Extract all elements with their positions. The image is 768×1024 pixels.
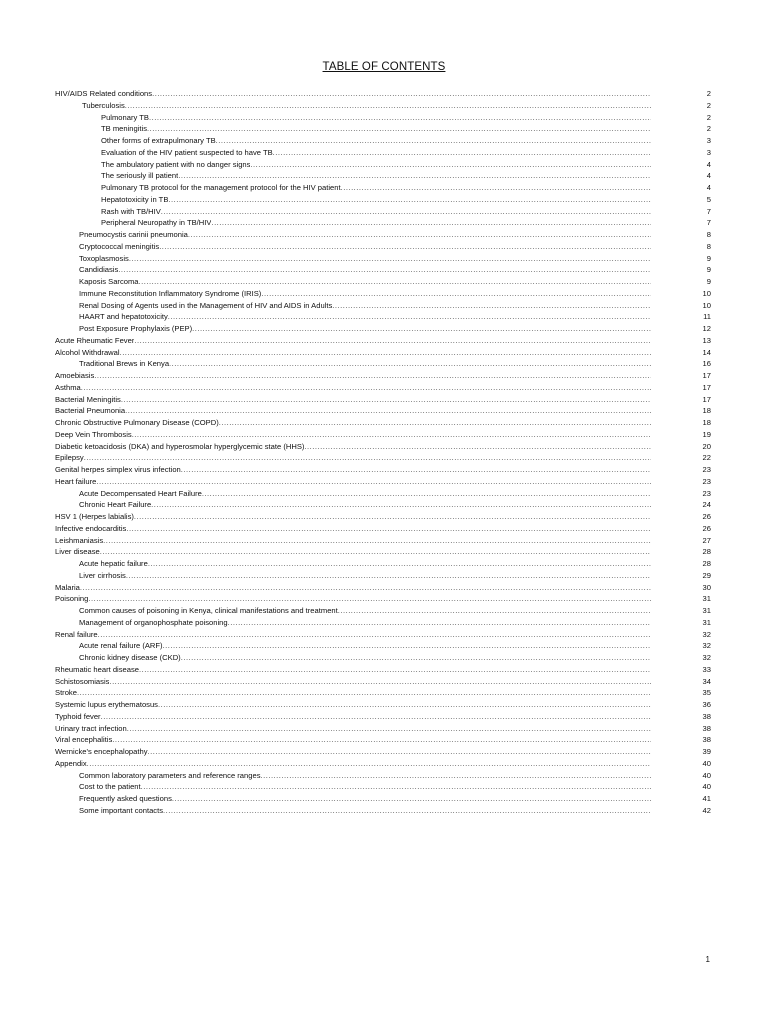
toc-entry-label: Hepatotoxicity in TB bbox=[101, 194, 169, 204]
toc-leader-dots bbox=[181, 652, 651, 664]
toc-entry[interactable] bbox=[55, 746, 711, 758]
toc-leader-dots bbox=[250, 159, 651, 171]
toc-entry[interactable] bbox=[55, 793, 711, 805]
toc-leader-dots bbox=[126, 523, 651, 535]
toc-leader-dots bbox=[163, 805, 651, 817]
toc-entry-page: 3 bbox=[706, 147, 711, 157]
toc-leader-dots bbox=[228, 617, 651, 629]
toc-entry-page: 40 bbox=[702, 782, 711, 792]
toc-entry[interactable] bbox=[55, 476, 711, 488]
toc-entry-label: Alcohol Withdrawal bbox=[55, 347, 120, 357]
toc-leader-dots bbox=[172, 793, 651, 805]
toc-leader-dots bbox=[304, 441, 651, 453]
toc-leader-dots bbox=[273, 147, 651, 159]
toc-entry[interactable] bbox=[55, 147, 711, 159]
toc-entry[interactable] bbox=[55, 311, 711, 323]
toc-entry-label: Common laboratory parameters and reference ranges bbox=[79, 770, 261, 780]
toc-leader-dots bbox=[80, 582, 651, 594]
toc-entry-page: 23 bbox=[702, 465, 711, 474]
toc-entry-page: 2 bbox=[706, 100, 711, 110]
toc-entry-page: 16 bbox=[702, 359, 711, 369]
toc-entry[interactable] bbox=[55, 253, 711, 265]
toc-entry-label: Liver cirrhosis bbox=[79, 570, 126, 580]
toc-entry[interactable] bbox=[55, 570, 711, 582]
toc-entry[interactable] bbox=[55, 276, 711, 288]
toc-entry-page: 4 bbox=[706, 159, 711, 169]
toc-entry-page: 40 bbox=[702, 770, 711, 780]
toc-entry-label: Rash with TB/HIV bbox=[101, 206, 161, 216]
toc-entry[interactable] bbox=[55, 429, 711, 441]
toc-entry-page: 23 bbox=[702, 488, 711, 498]
toc-leader-dots bbox=[134, 335, 651, 347]
toc-entry-page: 5 bbox=[706, 194, 711, 204]
toc-entry[interactable] bbox=[55, 781, 711, 793]
toc-leader-dots bbox=[216, 135, 651, 147]
toc-entry-page: 9 bbox=[706, 253, 711, 263]
toc-leader-dots bbox=[338, 605, 651, 617]
toc-entry[interactable] bbox=[55, 711, 711, 723]
toc-entry[interactable] bbox=[55, 758, 711, 770]
toc-entry-page: 24 bbox=[702, 500, 711, 510]
toc-entry-page: 2 bbox=[706, 89, 711, 98]
toc-entry[interactable] bbox=[55, 170, 711, 182]
toc-entry-page: 20 bbox=[702, 441, 711, 451]
toc-leader-dots bbox=[94, 370, 651, 382]
toc-entry[interactable] bbox=[55, 676, 711, 688]
toc-entry-label: Traditional Brews in Kenya bbox=[79, 359, 170, 369]
toc-entry-label: Acute Rheumatic Fever bbox=[55, 335, 135, 345]
toc-leader-dots bbox=[125, 405, 651, 417]
toc-entry-label: Malaria bbox=[55, 582, 80, 592]
toc-entry-label: Viral encephalitis bbox=[55, 735, 113, 745]
toc-entry-page: 26 bbox=[702, 512, 711, 521]
toc-entry-page: 41 bbox=[702, 794, 711, 803]
toc-entry-page: 10 bbox=[702, 288, 711, 298]
toc-entry-label: HSV 1 (Herpes labialis) bbox=[55, 512, 134, 521]
toc-leader-dots bbox=[112, 734, 651, 746]
toc-entry[interactable] bbox=[55, 382, 711, 394]
toc-entry-label: Rheumatic heart disease bbox=[55, 664, 139, 674]
toc-entry[interactable] bbox=[55, 206, 711, 218]
toc-entry[interactable] bbox=[55, 770, 711, 782]
toc-entry[interactable] bbox=[55, 535, 711, 547]
toc-entry[interactable] bbox=[55, 100, 711, 112]
toc-leader-dots bbox=[168, 311, 651, 323]
toc-entry[interactable] bbox=[55, 417, 711, 429]
toc-entry-page: 13 bbox=[702, 335, 711, 345]
toc-entry-page: 9 bbox=[706, 265, 711, 275]
toc-entry[interactable] bbox=[55, 229, 711, 241]
toc-entry-label: Chronic Heart Failure bbox=[79, 500, 152, 510]
toc-leader-dots bbox=[121, 394, 651, 406]
toc-entry[interactable] bbox=[55, 452, 711, 464]
toc-leader-dots bbox=[109, 676, 651, 688]
toc-entry-page: 32 bbox=[702, 653, 711, 662]
toc-entry[interactable] bbox=[55, 335, 711, 347]
toc-entry[interactable] bbox=[55, 499, 711, 511]
toc-entry-label: Urinary tract infection bbox=[55, 723, 127, 733]
toc-leader-dots bbox=[77, 687, 651, 699]
toc-leader-dots bbox=[152, 88, 651, 100]
toc-leader-dots bbox=[151, 499, 651, 511]
toc-leader-dots bbox=[261, 770, 652, 782]
toc-entry-label: The seriously ill patient bbox=[101, 171, 179, 181]
toc-entry-page: 10 bbox=[702, 300, 711, 310]
toc-entry[interactable] bbox=[55, 217, 711, 229]
toc-entry[interactable] bbox=[55, 640, 711, 652]
toc-entry-label: Acute hepatic failure bbox=[79, 559, 148, 568]
toc-entry[interactable] bbox=[55, 734, 711, 746]
toc-entry-page: 35 bbox=[702, 688, 711, 698]
toc-leader-dots bbox=[81, 382, 651, 394]
toc-entry-label: HIV/AIDS Related conditions bbox=[55, 89, 153, 98]
toc-entry[interactable] bbox=[55, 241, 711, 253]
toc-entry-label: Toxoplasmosis bbox=[79, 253, 129, 263]
toc-entry-page: 17 bbox=[702, 371, 711, 380]
toc-entry[interactable] bbox=[55, 112, 711, 124]
toc-leader-dots bbox=[98, 629, 651, 641]
toc-entry[interactable] bbox=[55, 358, 711, 370]
toc-entry[interactable] bbox=[55, 159, 711, 171]
toc-entry[interactable] bbox=[55, 123, 711, 135]
toc-entry-label: Stroke bbox=[55, 688, 77, 698]
toc-entry-label: Wernicke's encephalopathy bbox=[55, 747, 148, 756]
toc-leader-dots bbox=[219, 417, 651, 429]
toc-entry-label: Kaposis Sarcoma bbox=[79, 277, 139, 286]
toc-leader-dots bbox=[148, 558, 651, 570]
toc-entry[interactable] bbox=[55, 687, 711, 699]
toc-entry-page: 42 bbox=[702, 805, 711, 815]
toc-entry-page: 8 bbox=[706, 241, 711, 251]
toc-leader-dots bbox=[168, 194, 651, 206]
toc-entry-label: Evaluation of the HIV patient suspected to have TB bbox=[101, 147, 273, 157]
toc-entry[interactable] bbox=[55, 652, 711, 664]
toc-entry-page: 18 bbox=[702, 406, 711, 416]
toc-entry-page: 14 bbox=[702, 347, 711, 357]
toc-entry-page: 36 bbox=[702, 700, 711, 709]
toc-entry-page: 8 bbox=[706, 230, 711, 239]
toc-entry[interactable] bbox=[55, 464, 711, 476]
toc-entry-label: Diabetic ketoacidosis (DKA) and hyperosmolar hyperglycemic state (HHS) bbox=[55, 441, 305, 451]
toc-leader-dots bbox=[169, 358, 651, 370]
toc-entry-label: Amoebiasis bbox=[55, 371, 95, 380]
toc-entry-page: 3 bbox=[706, 136, 711, 145]
toc-leader-dots bbox=[103, 535, 651, 547]
toc-leader-dots bbox=[87, 758, 651, 770]
toc-entry-page: 28 bbox=[702, 547, 711, 557]
toc-entry-label: Some important contacts bbox=[79, 805, 163, 815]
toc-entry-page: 4 bbox=[706, 183, 711, 192]
toc-entry-label: HAART and hepatotoxicity bbox=[79, 312, 168, 322]
toc-entry-page: 31 bbox=[702, 617, 711, 627]
toc-leader-dots bbox=[132, 429, 651, 441]
toc-entry-page: 17 bbox=[702, 382, 711, 392]
toc-entry-label: Poisoning bbox=[55, 594, 89, 604]
toc-entry-page: 18 bbox=[702, 418, 711, 427]
toc-entry-page: 28 bbox=[702, 559, 711, 568]
toc-leader-dots bbox=[147, 123, 651, 135]
toc-entry-page: 19 bbox=[702, 429, 711, 439]
toc-leader-dots bbox=[149, 112, 651, 124]
toc-leader-dots bbox=[159, 241, 651, 253]
toc-entry-label: Acute Decompensated Heart Failure bbox=[79, 488, 202, 498]
toc-entry-label: Peripheral Neuropathy in TB/HIV bbox=[101, 218, 212, 228]
toc-entry-label: Epilepsy bbox=[55, 453, 84, 463]
toc-entry-page: 32 bbox=[702, 629, 711, 639]
toc-entry-label: TB meningitis bbox=[101, 124, 148, 134]
toc-leader-dots bbox=[161, 206, 651, 218]
toc-entry-label: Deep Vein Thrombosis bbox=[55, 429, 132, 439]
toc-leader-dots bbox=[211, 217, 651, 229]
toc-entry-page: 34 bbox=[702, 676, 711, 686]
toc-entry-page: 38 bbox=[702, 735, 711, 745]
toc-entry-page: 7 bbox=[706, 206, 711, 216]
toc-entry-label: Typhoid fever bbox=[55, 711, 101, 721]
toc-entry-label: Chronic Obstructive Pulmonary Disease (COPD) bbox=[55, 418, 219, 427]
toc-list bbox=[55, 88, 711, 817]
toc-entry-label: Cost to the patient bbox=[79, 782, 141, 792]
toc-entry[interactable] bbox=[55, 699, 711, 711]
toc-entry-label: Liver disease bbox=[55, 547, 100, 557]
toc-leader-dots bbox=[332, 300, 651, 312]
page-number: 1 bbox=[705, 955, 710, 964]
toc-leader-dots bbox=[101, 711, 651, 723]
toc-entry-label: Frequently asked questions bbox=[79, 794, 172, 803]
toc-entry[interactable] bbox=[55, 135, 711, 147]
toc-leader-dots bbox=[125, 100, 651, 112]
toc-entry-label: Cryptococcal meningitis bbox=[79, 241, 160, 251]
toc-entry[interactable] bbox=[55, 593, 711, 605]
toc-entry-label: Other forms of extrapulmonary TB bbox=[101, 136, 216, 145]
toc-entry-page: 7 bbox=[706, 218, 711, 228]
toc-leader-dots bbox=[181, 464, 651, 476]
toc-entry-page: 31 bbox=[702, 606, 711, 615]
toc-leader-dots bbox=[118, 264, 651, 276]
toc-entry-label: Renal Dosing of Agents used in the Management of HIV and AIDS in Adults bbox=[79, 300, 333, 310]
toc-entry-label: Common causes of poisoning in Kenya, clinical manifestations and treatment bbox=[79, 606, 338, 615]
toc-entry-page: 2 bbox=[706, 112, 711, 122]
toc-entry-page: 33 bbox=[702, 664, 711, 674]
toc-leader-dots bbox=[188, 229, 651, 241]
toc-entry[interactable] bbox=[55, 723, 711, 735]
toc-entry-label: Management of organophosphate poisoning bbox=[79, 617, 228, 627]
toc-entry-label: Acute renal failure (ARF) bbox=[79, 641, 163, 651]
toc-entry-label: Tuberculosis bbox=[82, 100, 125, 110]
toc-entry[interactable] bbox=[55, 664, 711, 676]
toc-leader-dots bbox=[341, 182, 651, 194]
toc-entry-page: 9 bbox=[706, 277, 711, 286]
toc-leader-dots bbox=[178, 170, 651, 182]
toc-leader-dots bbox=[96, 476, 651, 488]
toc-entry-page: 32 bbox=[702, 641, 711, 651]
toc-entry-page: 29 bbox=[702, 570, 711, 580]
toc-entry-page: 30 bbox=[702, 582, 711, 592]
toc-leader-dots bbox=[261, 288, 651, 300]
toc-entry[interactable] bbox=[55, 558, 711, 570]
toc-entry-page: 40 bbox=[702, 758, 711, 768]
toc-entry[interactable] bbox=[55, 582, 711, 594]
toc-entry-label: Leishmaniasis bbox=[55, 535, 104, 545]
toc-entry-label: The ambulatory patient with no danger signs bbox=[101, 159, 251, 169]
toc-leader-dots bbox=[134, 511, 651, 523]
toc-entry-label: Pulmonary TB protocol for the management protocol for the HIV patient bbox=[101, 183, 341, 192]
toc-entry-page: 31 bbox=[702, 594, 711, 604]
toc-leader-dots bbox=[163, 640, 651, 652]
toc-entry-label: Asthma bbox=[55, 382, 81, 392]
toc-entry-label: Candidiasis bbox=[79, 265, 119, 275]
toc-entry-page: 23 bbox=[702, 476, 711, 486]
toc-leader-dots bbox=[158, 699, 651, 711]
toc-entry[interactable] bbox=[55, 511, 711, 523]
toc-entry[interactable] bbox=[55, 323, 711, 335]
toc-leader-dots bbox=[129, 253, 651, 265]
toc-entry[interactable] bbox=[55, 546, 711, 558]
toc-entry-label: Chronic kidney disease (CKD) bbox=[79, 653, 181, 662]
toc-entry[interactable] bbox=[55, 523, 711, 535]
toc-entry-label: Renal failure bbox=[55, 629, 98, 639]
toc-leader-dots bbox=[202, 488, 651, 500]
toc-entry[interactable] bbox=[55, 264, 711, 276]
toc-entry-page: 38 bbox=[702, 711, 711, 721]
toc-entry-page: 38 bbox=[702, 723, 711, 733]
toc-entry-label: Genital herpes simplex virus infection bbox=[55, 465, 181, 474]
toc-entry-label: Pulmonary TB bbox=[101, 112, 149, 122]
toc-entry-label: Bacterial Pneumonia bbox=[55, 406, 126, 416]
toc-leader-dots bbox=[139, 664, 651, 676]
toc-entry-label: Post Exposure Prophylaxis (PEP) bbox=[79, 324, 193, 333]
toc-entry[interactable] bbox=[55, 88, 711, 100]
toc-entry-page: 12 bbox=[702, 324, 711, 333]
toc-leader-dots bbox=[139, 276, 651, 288]
toc-leader-dots bbox=[192, 323, 651, 335]
toc-entry[interactable] bbox=[55, 182, 711, 194]
toc-entry[interactable] bbox=[55, 605, 711, 617]
toc-title: TABLE OF CONTENTS bbox=[322, 61, 446, 73]
toc-leader-dots bbox=[88, 593, 651, 605]
toc-entry[interactable] bbox=[55, 405, 711, 417]
toc-entry[interactable] bbox=[55, 370, 711, 382]
toc-entry[interactable] bbox=[55, 288, 711, 300]
toc-entry-label: Appendix bbox=[55, 758, 87, 768]
toc-entry[interactable] bbox=[55, 300, 711, 312]
toc-leader-dots bbox=[148, 746, 652, 758]
toc-entry[interactable] bbox=[55, 488, 711, 500]
toc-leader-dots bbox=[120, 347, 651, 359]
toc-entry[interactable] bbox=[55, 629, 711, 641]
toc-entry-label: Bacterial Meningitis bbox=[55, 394, 121, 404]
toc-entry-page: 2 bbox=[706, 124, 711, 134]
toc-entry[interactable] bbox=[55, 617, 711, 629]
toc-entry[interactable] bbox=[55, 347, 711, 359]
toc-entry-label: Schistosomiasis bbox=[55, 676, 110, 686]
toc-entry-label: Infective endocarditis bbox=[55, 523, 127, 533]
toc-leader-dots bbox=[84, 452, 651, 464]
toc-entry-page: 17 bbox=[702, 394, 711, 404]
toc-entry-page: 26 bbox=[702, 523, 711, 533]
toc-leader-dots bbox=[141, 781, 651, 793]
toc-entry[interactable] bbox=[55, 394, 711, 406]
toc-entry-page: 4 bbox=[706, 171, 711, 181]
toc-leader-dots bbox=[126, 570, 651, 582]
toc-entry-label: Pneumocystis carinii pneumonia bbox=[79, 230, 188, 239]
toc-entry-page: 39 bbox=[702, 747, 711, 756]
toc-entry[interactable] bbox=[55, 805, 711, 817]
toc-entry-label: Systemic lupus erythematosus bbox=[55, 700, 158, 709]
toc-leader-dots bbox=[100, 546, 651, 558]
toc-entry-label: Heart failure bbox=[55, 476, 97, 486]
toc-entry-page: 27 bbox=[702, 535, 711, 545]
toc-entry[interactable] bbox=[55, 194, 711, 206]
toc-entry-page: 11 bbox=[703, 312, 711, 322]
toc-entry-page: 22 bbox=[702, 453, 711, 463]
toc-leader-dots bbox=[127, 723, 651, 735]
toc-entry[interactable] bbox=[55, 441, 711, 453]
toc-entry-label: Immune Reconstitution Inflammatory Syndrome (IRIS) bbox=[79, 288, 262, 298]
